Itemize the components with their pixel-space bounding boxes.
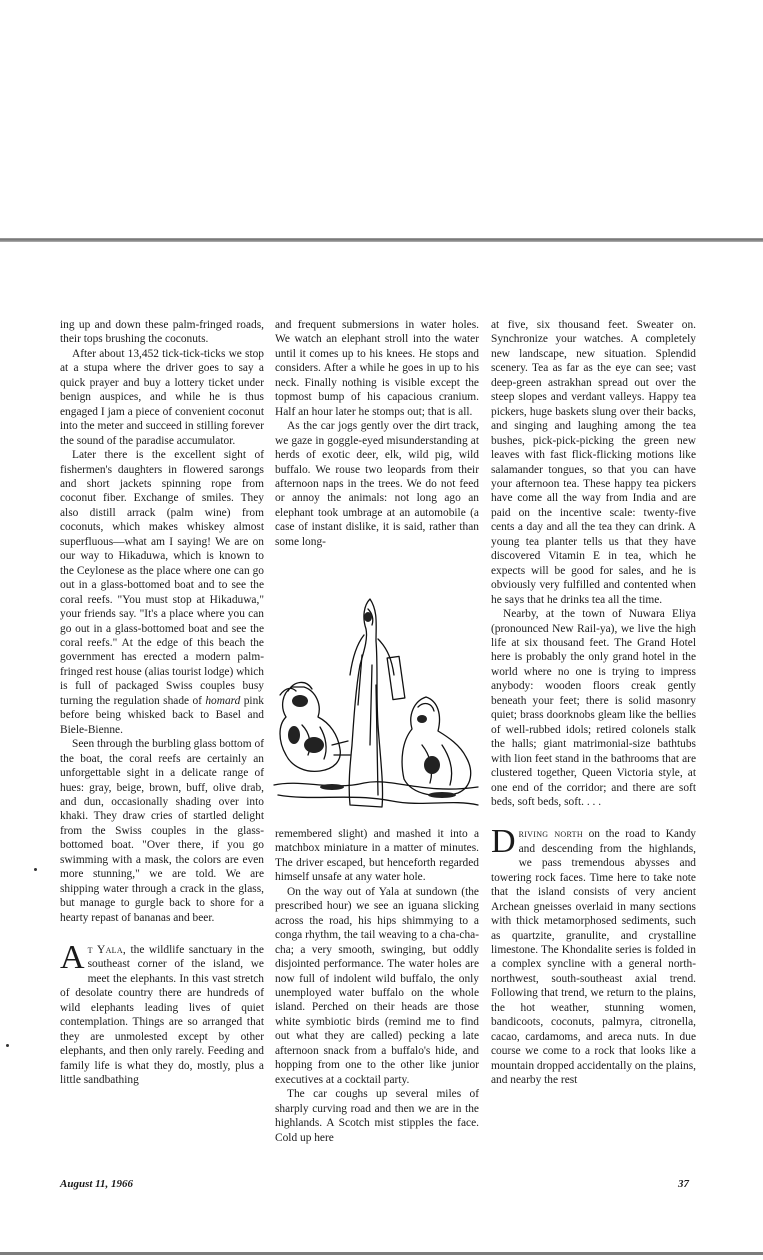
paragraph: On the way out of Yala at sundown (the prescribed hour) we see an iguana slicking across the road, his hips shimmying to a conga rhythm, the tail weaving to a cha-cha-cha; a very smooth, swinging, but oddly disjointed performance. The water holes are now full of indolent wild buffalo, the only unemployed water buffalo on the whole island. Perched on their heads are those white symbiotic birds (remind me to find out what they are called) pecking a late afternoon snack from a buffalo's hide, and hopping from one to the other like junior executives at a cocktail party. — [275, 885, 479, 1086]
text-run: the wildlife sanctuary in the southeast corner of the island, we meet the elephants. In this vast stretch of desolate country there are hundreds of wild elephants leading lives of quiet contemplation. Things are so arranged that they are unmolested except by other elephants, and then only rarely. Feeding and family life is what they do, mostly, plus a little sandbathing — [60, 944, 264, 1087]
paragraph: remembered slight) and mashed it into a matchbox miniature in a matter of minutes. The driver escaped, but henceforth regarded himself unsafe at any water hole. — [275, 828, 479, 884]
footer-date: August 11, 1966 — [60, 1178, 134, 1190]
paragraph: and frequent submersions in water holes. We watch an elephant stroll into the water until it comes up to his knees. He stops and considers. After a while he goes in up to his neck. Finally nothing is visible except the topmost bump of his capacious cranium. Half an hour later he stomps out; that is all. — [275, 319, 479, 418]
print-speck — [34, 868, 37, 871]
text-column-2-bottom — [275, 827, 479, 1145]
small-caps-lead: t Yala, — [87, 944, 127, 957]
paragraph: at five, six thousand feet. Sweater on. Synchronize your watches. A completely new landscape, new situation. Splendid scenery. Tea as far as the eye can see; vast deep-green astrakhan spread out over the steep slopes and verdant valleys. Happy tea pickers, huge baskets slung over their backs, and singing and laughing among the tea bushes, pick-pick-picking the green new leaves with fast flick-flicking motions like salamander tongues, so that you can have your afternoon tea. These happy tea pickers have come all the way from India and are paid on the incentive scale: twenty-five cents a day and all the tea they can drink. A young tea planter tells us that they have discovered Vitamin E in tea, which he expects will be good for sales, and he is obviously very fulfilled and contented when he says that he drinks tea all the time. — [491, 319, 696, 606]
paragraph: Seen through the burbling glass bottom of the boat, the coral reefs are certainly an unforgettable sight in a delicate range of hues: gray, beige, brown, buff, olive drab, and dun, occasionally shading over into khaki. They draw cries of startled delight from the Swiss couples in the glass-bottomed boat. "Over there, if you go swimming with a mask, the colors are even more stunning," we are told. We are shipping water through a crack in the glass, but manage to gurgle back to shore for a hearty repast of bananas and beer. — [60, 738, 264, 924]
top-rule — [0, 238, 763, 242]
drop-cap: D — [491, 823, 516, 861]
text-column-3 — [491, 318, 696, 1088]
tea-pickers-illustration — [272, 595, 484, 817]
text-column-1 — [60, 318, 264, 1088]
paragraph — [60, 448, 264, 737]
text-run: pink before being whisked back to Basel and Biele-Bienne. — [60, 694, 264, 736]
text-run: Later there is the excellent sight of fishermen's daughters in flowered sarongs and short jackets spinning rope from coconut fiber. Exchange of smiles. They also distill arrack (palm wine) from coconuts, which makes whiskey almost superfluous—what am I saying! We are on our way to Hikaduwa, which is known to the Ceylonese as the place where one can go out in a glass-bottomed boat and to see the coral reefs. "You must stop at Hikaduwa," your friends say. "It's a place where you can go out in a glass-bottomed boat and see the coral reefs." At the edge of this beach the government has erected a modern palm-fringed rest house (alias tourist lodge) which is full of packaged Swiss couples busy turning the regulation shade of — [60, 449, 264, 707]
drop-cap: A — [60, 939, 85, 977]
section-opening-paragraph — [491, 823, 696, 1087]
paragraph: ing up and down these palm-fringed roads, their tops brushing the coconuts. — [60, 319, 264, 346]
paragraph: The car coughs up several miles of sharply curving road and then we are in the highlands. A Scotch mist stipples the face. Cold up here — [275, 1088, 479, 1144]
page-number: 37 — [678, 1178, 689, 1190]
italic-word: homard — [205, 694, 241, 707]
paragraph: Nearby, at the town of Nuwara Eliya (pronounced New Rail-ya), we live the high life at six thousand feet. The Grand Hotel here is probably the only grand hotel in the world where no one is trying to impress anybody: wooden floors creak gently beneath your feet; there is solid masonry quiet; brass doorknobs gleam like the bellies of well-rubbed idols; retired colonels stalk the halls; giant matrimonial-size bathtubs with lion feet stand in the bathrooms that are clustered together, Queen Victoria style, at one end of the corridor; and there are soft beds, soft beds, soft. . . . — [491, 608, 696, 808]
text-run: on the road to Kandy and descending from the highlands, we pass tremendous abysses and towering rock faces. Time here to take note that the island consists of very ancient Archean gneisses overlaid in many sections with thick metamorphosed sediments, such as quartzite, granulite, and crystalline limestone. The Khondalite series is folded in a complex syncline with a general north-northwest, south-southeast axial trend. Following that trend, we return to the plains, the hot weather, stunning women, bandicoots, coconuts, palmyra, citronella, cacao, cardamoms, and areca nuts. In due course we come to a rock that looks like a mountain dropped accidentally on the plains, and nearby the rest — [491, 828, 696, 1087]
bottom-rule — [0, 1252, 763, 1255]
text-column-2-top — [275, 318, 479, 549]
paragraph: As the car jogs gently over the dirt track, we gaze in goggle-eyed misunderstanding at herds of exotic deer, elk, wild pig, wild buffalo. We rouse two leopards from their afternoon naps in the trees. We do not feed or annoy the animals: not long ago an elephant took umbrage at an automobile (a case of instant dislike, it is said, rather than some long- — [275, 420, 479, 548]
small-caps-lead: riving north — [518, 828, 583, 841]
print-speck — [6, 1044, 9, 1047]
section-opening-paragraph — [60, 939, 264, 1088]
paragraph: After about 13,452 tick-tick-ticks we stop at a stupa where the driver goes to say a quick prayer and buy a lottery ticket under benign auspices, and while he is thus engaged I jam a piece of convenient coconut into the meter and succeed in stilling forever the sound of the paradise accumulator. — [60, 347, 264, 447]
